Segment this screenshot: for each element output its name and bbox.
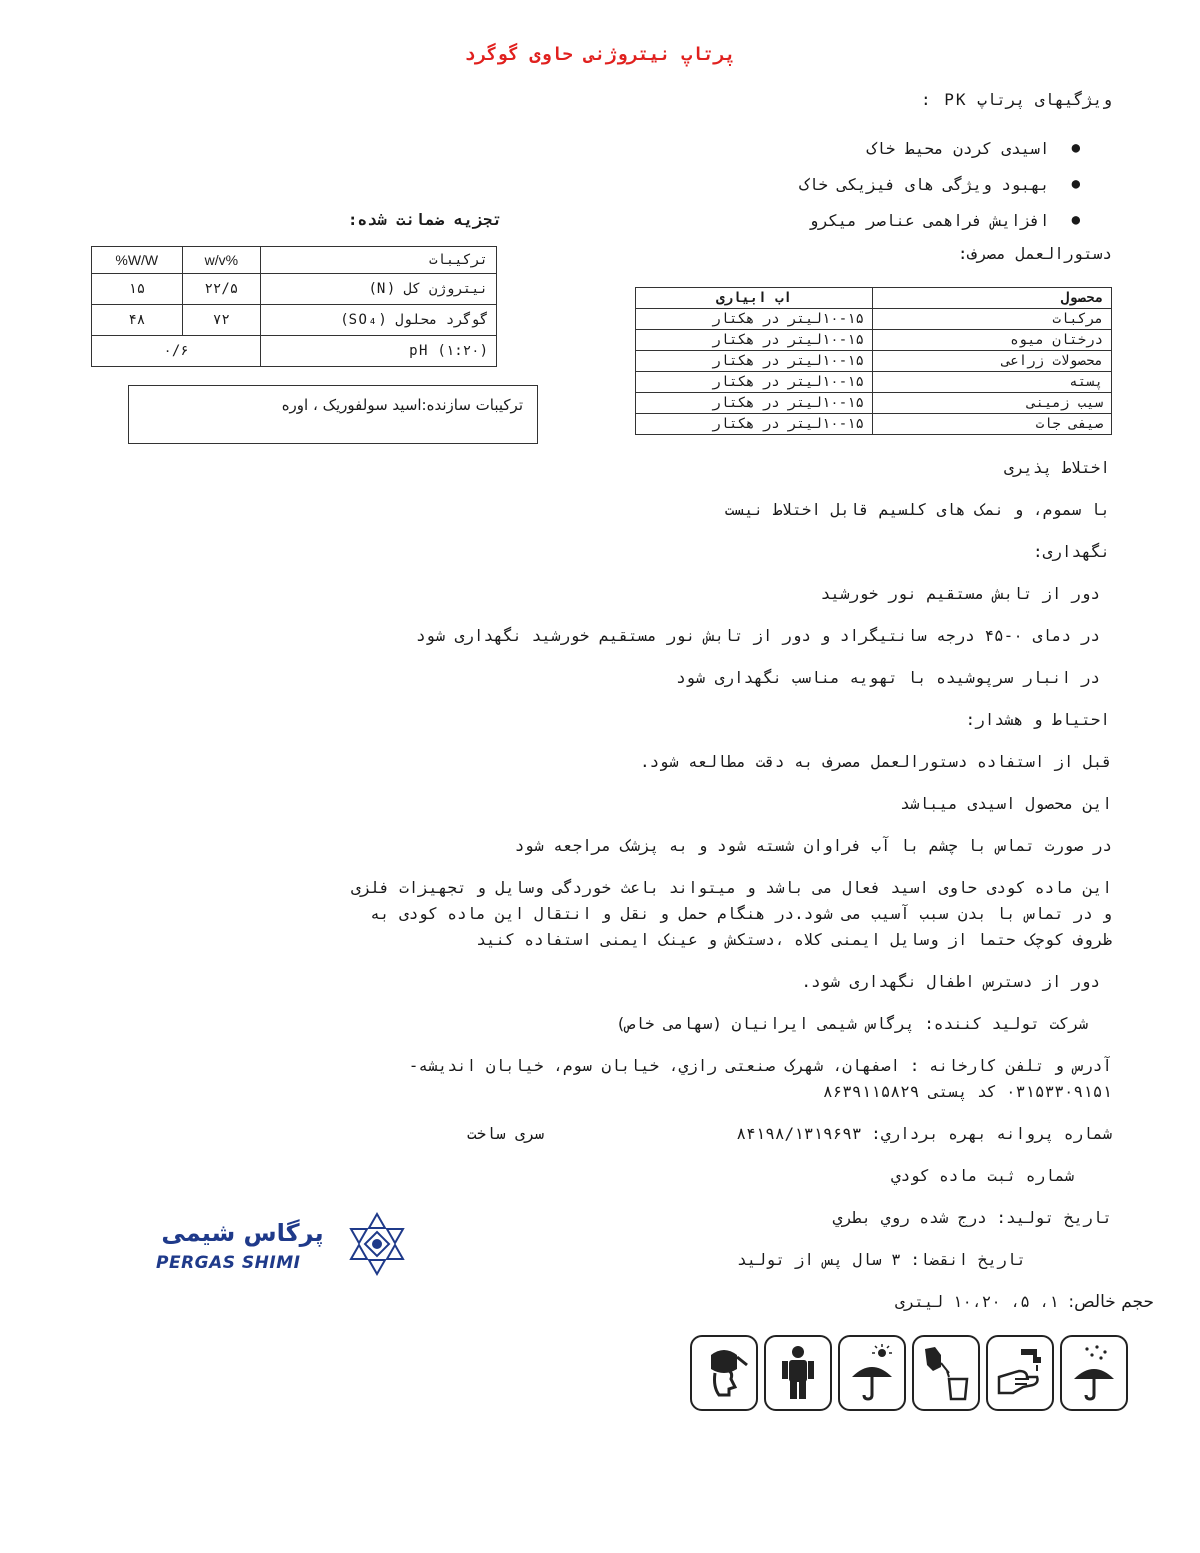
series-text: سری ساخت (466, 1124, 544, 1143)
volume-label: حجم خالص: (1068, 1292, 1154, 1312)
feature-text: افزایش فراهمی عناصر میکرو (808, 210, 1050, 230)
keep-from-heat-icon (838, 1335, 906, 1411)
feature-text: اسیدی کردن محیط خاک (866, 138, 1050, 158)
net-volume (654, 1292, 1154, 1312)
table-row (636, 330, 1112, 351)
bullet-icon: ● (1071, 212, 1080, 228)
production-date-text: تاریخ تولید: درج شده روي بطري (832, 1208, 1112, 1227)
table-cell: ۲۲/۵ (182, 274, 261, 305)
table-cell: ۱۰-۱۵لیتر در هکتار (636, 393, 873, 414)
company-logo (150, 1205, 420, 1285)
logo-text-en: PERGAS SHIMI (156, 1253, 301, 1273)
expiry-text: تاریخ انقضا: ۳ سال پس از تولید (737, 1250, 1026, 1269)
caution-paragraph-line: و در تماس با بدن سبب آسیب می شود.در هنگام حمل و نقل و انتقال این ماده کودی به (370, 904, 1112, 923)
table-header-row (92, 247, 497, 274)
table-cell: صیفی جات (873, 414, 1112, 435)
table-cell: ۱۰-۱۵لیتر در هکتار (636, 372, 873, 393)
page-title: پرتاپ نیتروژنی حاوی گوگرد (464, 44, 736, 65)
features-heading: ویژگیهای پرتاپ PK : (920, 90, 1112, 109)
list-item (520, 166, 1080, 202)
usage-table (635, 287, 1112, 435)
compatibility-heading: اختلاط پذیری (1004, 458, 1110, 477)
table-row (636, 393, 1112, 414)
logo-emblem-icon (344, 1211, 410, 1277)
column-header: W/W% (92, 247, 183, 274)
list-item (520, 130, 1080, 166)
safety-icons-row (690, 1335, 1128, 1411)
usage-heading: دستورالعمل مصرف: (957, 244, 1112, 263)
caution-paragraph-line: این ماده کودی حاوی اسید فعال می باشد و میتواند باعث خوردگی وسایل و تجهیزات فلزی (351, 878, 1112, 897)
bullet-icon: ● (1071, 140, 1080, 156)
table-cell: گوگرد محلول (SO₄) (261, 305, 497, 336)
storage-heading: نگهداری: (1032, 542, 1110, 561)
ingredients-box (128, 385, 538, 444)
bullet-icon: ● (1071, 176, 1080, 192)
features-list (520, 130, 1080, 238)
storage-line: در دمای ۰-۴۵ درجه سانتیگراد و دور از تابش نور مستقیم خورشید نگهداری شود (416, 626, 1100, 645)
table-row (636, 351, 1112, 372)
table-row (92, 336, 497, 367)
storage-line: در انبار سرپوشیده با تهویه مناسب نگهداری شود (676, 668, 1100, 687)
table-row (636, 372, 1112, 393)
compatibility-text: با سموم، و نمک های کلسیم قابل اختلاط نیست (724, 500, 1110, 519)
pour-container-icon (912, 1335, 980, 1411)
license-text: شماره پروانه بهره برداري: ۸۴۱۹۸/۱۳۱۹۶۹۳ (736, 1124, 1112, 1143)
table-cell: (۱:۲۰) pH (261, 336, 497, 367)
feature-text: بهبود ویژگی های فیزیکی خاک (799, 174, 1050, 194)
table-cell: ۱۰-۱۵لیتر در هکتار (636, 351, 873, 372)
producer-text: شرکت تولید کننده: پرگاس شیمی ایرانیان (سهامی خاص) (615, 1014, 1088, 1033)
table-row (92, 274, 497, 305)
table-cell: پسته (873, 372, 1112, 393)
table-cell: ۱۰-۱۵لیتر در هکتار (636, 330, 873, 351)
table-cell: ۰/۶ (92, 336, 261, 367)
logo-text-fa: پرگاس شیمی (161, 1219, 324, 1247)
list-item (520, 202, 1080, 238)
ingredients-text: ترکیبات سازنده:اسید سولفوریک ، اوره (281, 396, 523, 414)
table-cell: ۱۰-۱۵لیتر در هکتار (636, 414, 873, 435)
storage-line: دور از تابش مستقیم نور خورشید (820, 584, 1100, 603)
table-row (636, 414, 1112, 435)
column-header: %w/v (182, 247, 261, 274)
volume-value: ۱، ۵، ۱۰،۲۰ لیتری (894, 1292, 1059, 1311)
table-header-row (636, 288, 1112, 309)
registration-text: شماره ثبت ماده کودي (890, 1166, 1074, 1185)
caution-line: این محصول اسیدی میباشد (900, 794, 1112, 813)
table-cell: نیتروژن کل (N) (261, 274, 497, 305)
table-cell: محصولات زراعی (873, 351, 1112, 372)
caution-paragraph-line: ظروف کوچک حتما از وسایل ایمنی کلاه ،دستکش و عینک ایمنی استفاده کنید (476, 930, 1112, 949)
table-row (92, 305, 497, 336)
table-cell: درختان میوه (873, 330, 1112, 351)
wash-hands-icon (986, 1335, 1054, 1411)
address-line: ۰۳۱۵۳۳۰۹۱۵۱ کد پستی ۸۶۳۹۱۱۵۸۲۹ (823, 1082, 1112, 1101)
keep-dry-umbrella-icon (1060, 1335, 1128, 1411)
column-header: ترکیبات (261, 247, 497, 274)
caution-heading: احتیاط و هشدار: (965, 710, 1110, 729)
table-cell: ۴۸ (92, 305, 183, 336)
table-cell: مرکبات (873, 309, 1112, 330)
analysis-table (91, 246, 497, 367)
column-header: اب ابیاری (636, 288, 873, 309)
table-row (636, 309, 1112, 330)
table-cell: ۷۲ (182, 305, 261, 336)
table-cell: ۱۵ (92, 274, 183, 305)
table-cell: سیب زمینی (873, 393, 1112, 414)
table-cell: ۱۰-۱۵لیتر در هکتار (636, 309, 873, 330)
children-warning: دور از دسترس اطفال نگهداری شود. (801, 972, 1100, 991)
face-mask-icon (690, 1335, 758, 1411)
column-header: محصول (873, 288, 1112, 309)
protective-suit-icon (764, 1335, 832, 1411)
address-line: آدرس و تلفن کارخانه : اصفهان، شهرک صنعتی رازي، خیابان سوم، خیابان اندیشه- (408, 1056, 1112, 1075)
caution-line: در صورت تماس با چشم با آب فراوان شسته شود و به پزشک مراجعه شود (514, 836, 1112, 855)
caution-line: قبل از استفاده دستورالعمل مصرف به دقت مطالعه شود. (639, 752, 1112, 771)
analysis-heading: تجزیه ضمانت شده: (347, 210, 502, 229)
